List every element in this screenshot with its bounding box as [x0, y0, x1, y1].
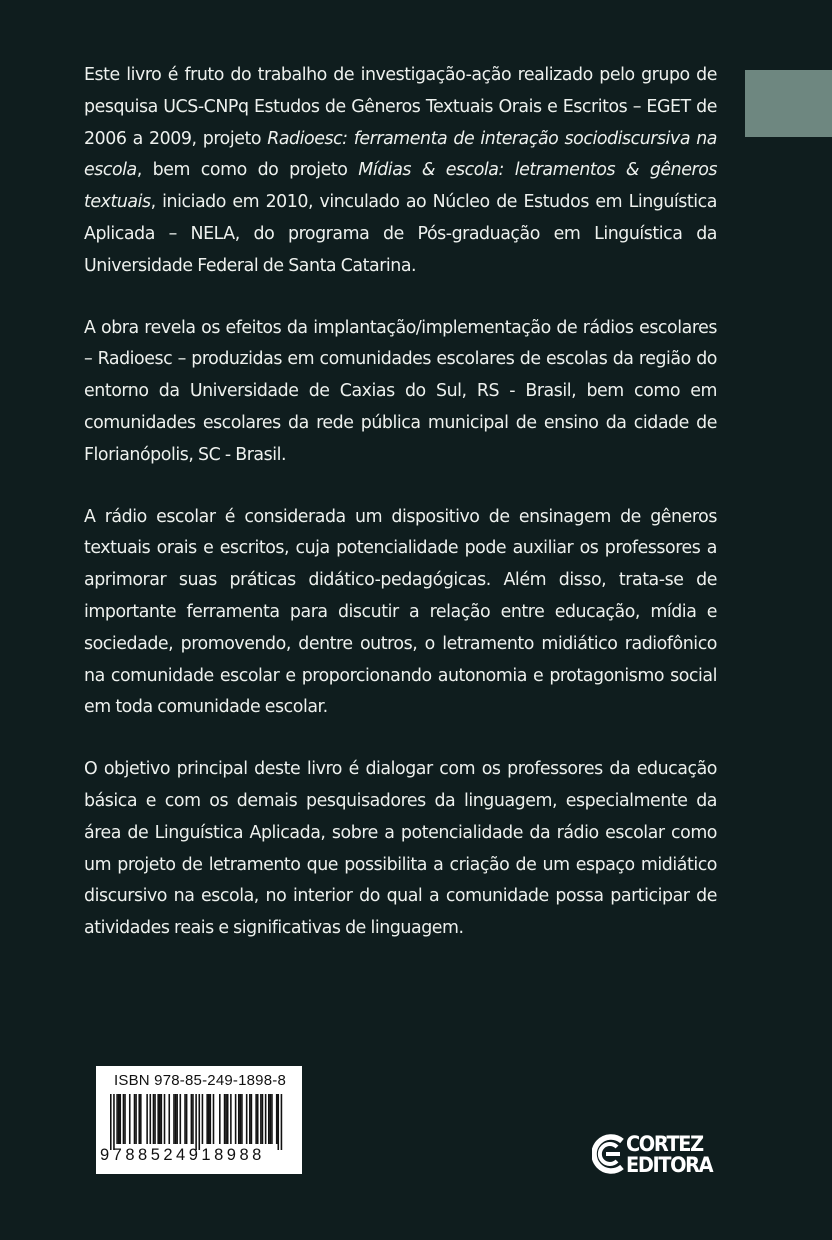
- barcode-bar: [276, 1094, 278, 1144]
- barcode-bar: [255, 1094, 257, 1144]
- barcode-bar: [168, 1094, 170, 1144]
- barcode-bar: [124, 1094, 126, 1144]
- barcode-bar: [138, 1094, 140, 1144]
- barcode-bar: [206, 1094, 208, 1144]
- barcode-bar: [135, 1094, 137, 1144]
- barcode-bar: [150, 1094, 152, 1144]
- paragraph-text: , iniciado em 2010, vinculado ao Núcleo de Estudos em Linguística Aplicada – NELA, do programa de Pós-graduação em Linguística da Universidade Federal de Santa Catarina.: [84, 192, 717, 276]
- barcode-bar: [241, 1094, 243, 1144]
- barcode-bar: [260, 1094, 262, 1144]
- back-cover-text: [84, 60, 717, 975]
- italic-title-text: Radioesc: ferramenta de interação sociodiscursiva na escola: [84, 128, 717, 181]
- barcode-bar: [219, 1094, 221, 1144]
- barcode-bar: [202, 1094, 204, 1144]
- barcode-bar: [235, 1094, 237, 1144]
- barcode-bar: [140, 1094, 142, 1144]
- barcode-bar: [257, 1094, 259, 1144]
- barcode-bar: [176, 1094, 178, 1144]
- barcode-bar: [191, 1094, 193, 1144]
- side-color-tab: [745, 70, 832, 137]
- barcode-bar: [164, 1094, 166, 1144]
- barcode-bar: [281, 1094, 283, 1150]
- cortez-c-logo-icon: [592, 1131, 626, 1177]
- barcode-bar: [129, 1094, 131, 1144]
- barcode-bar: [208, 1094, 210, 1144]
- paragraph-text: O objetivo principal deste livro é dialogar com os professores da educação básica e com os demais pesquisadores da linguagem, especialmente da área de Linguística Aplicada, sobre a potencialidade da rádio escolar como um projeto de letramento que possibilita a criação de um espaço midiático discursivo na escola, no interior do qual a comunidade possa participar de atividades reais e significativas de linguagem.: [84, 759, 717, 939]
- barcode-bar: [161, 1094, 163, 1144]
- paragraph-text: Este livro é fruto do trabalho de investigação-ação realizado pelo grupo de pesquisa UCS-CNPq Estudos de Gêneros Textuais Orais e Escritos – EGET de 2006 a 2009, projeto: [84, 65, 717, 149]
- paragraph-text: A obra revela os efeitos da implantação/implementação de rádios escolares – Radioesc – produzidas em comunidades escolares de escolas da região do entorno da Universidade de Caxias do Sul, RS - Brasil, bem como em comunidades escolares da rede pública municipal de ensino da cidade de Florianópolis, SC - Brasil.: [84, 317, 717, 465]
- barcode-bar: [265, 1094, 267, 1144]
- barcode-bar: [146, 1094, 148, 1144]
- barcode-bar: [277, 1094, 279, 1150]
- paragraph-4: [84, 754, 717, 945]
- barcode-bar: [159, 1094, 161, 1144]
- barcode-bar: [238, 1094, 240, 1144]
- paragraph-1: [84, 60, 717, 283]
- italic-title-text: Mídias & escola: letramentos & gêneros textuais: [84, 160, 718, 213]
- barcode-bar: [270, 1094, 272, 1144]
- logo-line-1: CORTEZ: [626, 1132, 703, 1156]
- isbn-barcode: [96, 1066, 302, 1174]
- barcode-bar: [110, 1094, 112, 1150]
- barcode-bar: [116, 1094, 118, 1144]
- paragraph-2: [84, 313, 717, 472]
- barcode-bar: [175, 1094, 177, 1144]
- barcode-bar: [246, 1094, 248, 1144]
- barcode-bar: [192, 1094, 194, 1144]
- publisher-logo: [592, 1130, 732, 1180]
- barcode-bar: [113, 1094, 115, 1150]
- barcode-bar: [230, 1094, 232, 1144]
- barcode-bar: [153, 1094, 155, 1144]
- barcode-bar: [123, 1094, 125, 1144]
- barcode-bars: [110, 1094, 286, 1150]
- barcode-bar: [210, 1094, 212, 1144]
- barcode-bar: [198, 1094, 200, 1150]
- paragraph-3: [84, 502, 717, 725]
- barcode-bar: [119, 1094, 121, 1144]
- barcode-bar: [180, 1094, 182, 1144]
- barcode-bar: [225, 1094, 227, 1144]
- barcode-bar: [154, 1094, 156, 1144]
- barcode-bar: [195, 1094, 197, 1150]
- barcode-bar: [224, 1094, 226, 1144]
- barcode-bar: [240, 1094, 242, 1144]
- barcode-bar: [157, 1094, 159, 1144]
- barcode-bar: [227, 1094, 229, 1144]
- barcode-bar: [173, 1094, 175, 1144]
- barcode-bar: [213, 1094, 215, 1144]
- barcode-digits: 9788524918988: [100, 1146, 265, 1164]
- barcode-bar: [118, 1094, 120, 1144]
- barcode-bar: [134, 1094, 136, 1144]
- barcode-bar: [271, 1094, 273, 1144]
- barcode-bar: [186, 1094, 188, 1144]
- paragraph-text: , bem como do projeto: [136, 160, 359, 181]
- logo-line-2: EDITORA: [626, 1153, 713, 1177]
- barcode-bar: [251, 1094, 253, 1144]
- barcode-bar: [184, 1094, 186, 1144]
- barcode-bar: [268, 1094, 270, 1144]
- barcode-bar: [262, 1094, 264, 1144]
- barcode-bar: [249, 1094, 251, 1144]
- isbn-label: ISBN 978-85-249-1898-8: [114, 1072, 287, 1089]
- paragraph-text: A rádio escolar é considerada um dispositivo de ensinagem de gêneros textuais orais e escritos, cuja potencialidade pode auxiliar os professores a aprimorar suas práticas didático-pedagógicas. Além disso, trata-se de importante ferramenta para discutir a relação entre educação, mídia e sociedade, promovendo, dentre outros, o letramento midiático radiofônico na comunidade escolar e proporcionando autonomia e protagonismo social em toda comunidade escolar.: [84, 506, 717, 718]
